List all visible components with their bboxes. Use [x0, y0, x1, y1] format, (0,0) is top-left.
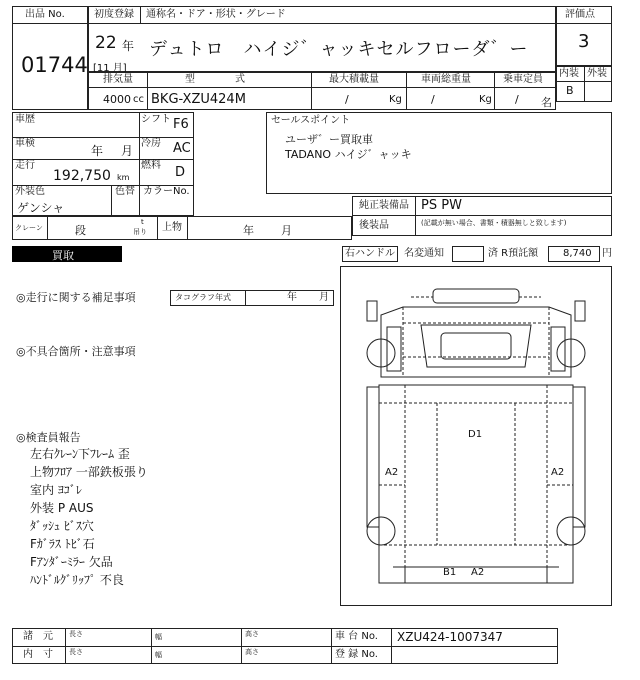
capacity-label: 乗車定員 — [503, 74, 543, 85]
max-load-unit: Kg — [389, 94, 402, 105]
mileage-value: 192,750 — [53, 168, 111, 184]
type-label: 型 式 — [185, 74, 245, 85]
damage-mark-a2-right: A2 — [551, 467, 565, 478]
interior-exterior-box — [556, 66, 612, 102]
grade-label: 評価点 — [565, 9, 595, 20]
width-label: 幅 — [155, 633, 162, 641]
recycle-unit: 円 — [602, 248, 612, 259]
damage-mark-a2-left: A2 — [385, 467, 399, 478]
capacity-value: / — [515, 93, 519, 106]
upper-body-label: 上物 — [162, 222, 182, 233]
crane-row — [12, 216, 352, 240]
model-header-box — [88, 6, 556, 72]
lot-number-label: 出品 No. — [25, 9, 65, 20]
inspector-line: Fｱﾝﾀﾞｰﾐﾗｰ 欠品 — [30, 555, 113, 569]
first-registration-label: 初度登録 — [94, 9, 134, 20]
lot-number: 01744 — [21, 53, 88, 77]
interior-grade-value: B — [566, 84, 574, 97]
ac-value: AC — [173, 141, 191, 156]
car-name: デュトロ ハイジ゛ャッキセルフローダ゛ー — [149, 39, 529, 60]
name-change-box — [452, 246, 484, 262]
tachograph-label: タコグラフ年式 — [175, 293, 231, 302]
damage-mark-d1: D1 — [468, 429, 483, 440]
lot-number-box — [12, 6, 88, 110]
footer-table — [12, 628, 558, 664]
capacity-unit: 名 — [541, 96, 552, 109]
displacement-value: 4000 — [103, 93, 131, 106]
equipment-label: 純正装備品 — [359, 200, 409, 211]
body-color-label: 外装色 — [15, 186, 45, 197]
purchase-banner — [12, 246, 122, 262]
max-load-label: 最大積載量 — [329, 74, 379, 85]
inspector-line: 外装 P AUS — [30, 501, 94, 515]
max-load-value: / — [345, 93, 349, 106]
mileage-label: 走行 — [15, 160, 35, 171]
inspector-line: 上物ﾌﾛｱ 一部鉄板張り — [30, 465, 148, 479]
width-label-2: 幅 — [155, 651, 162, 659]
steering-label: 右ハンドル — [345, 248, 395, 259]
inspector-line: 左右ｸﾚｰﾝ下ﾌﾚｰﾑ 歪 — [30, 447, 130, 461]
inspection-label: 車検 — [15, 138, 35, 149]
name-change-label: 名変通知 — [404, 248, 444, 259]
length-label: 長さ — [69, 630, 83, 638]
inspector-line: ﾊﾝﾄﾞﾙｸﾞﾘｯﾌﾟ 不良 — [30, 573, 124, 587]
damage-mark-a2-rear: A2 — [471, 567, 485, 578]
sales-point-2: TADANO ハイジ゛ャッキ — [285, 148, 412, 161]
shift-label: シフト — [141, 114, 171, 125]
sales-point-box — [266, 112, 612, 194]
interior-dimensions-label: 内 寸 — [23, 649, 53, 660]
height-label-2: 高さ — [245, 648, 259, 656]
gross-weight-unit: Kg — [479, 94, 492, 105]
mileage-unit: km — [117, 173, 130, 182]
height-label: 高さ — [245, 630, 259, 638]
model-name-label: 通称名・ドア・形状・グレード — [146, 9, 286, 20]
aftermarket-label: 後装品 — [359, 220, 389, 231]
steering-box — [342, 246, 398, 262]
upper-body-month: 月 — [281, 224, 292, 237]
sales-point-1: ユーザ゛ー買取車 — [285, 133, 373, 146]
inspector-line: ﾀﾞｯｼｭ ﾋﾞｽ穴 — [30, 519, 94, 533]
chassis-number: XZU424-1007347 — [397, 630, 503, 644]
crane-hook-label: 吊り — [133, 228, 147, 236]
inspection-year: 年 — [91, 144, 104, 158]
driving-notes-label: ◎走行に関する補足事項 — [16, 291, 136, 304]
grade-box — [556, 6, 612, 66]
color-number-label: カラーNo. — [143, 186, 190, 197]
equipment-box — [352, 196, 612, 236]
crane-ton-unit: t — [141, 218, 144, 226]
recycle-box — [548, 246, 600, 262]
tachograph-year: 年 — [287, 292, 297, 303]
shift-value: F6 — [173, 117, 189, 132]
history-label: 車歴 — [15, 114, 35, 125]
displacement-unit: cc — [133, 94, 144, 105]
color-change-label: 色替 — [115, 186, 135, 197]
gross-weight-label: 車両総重量 — [421, 74, 471, 85]
chassis-label: 車 台 No. — [335, 631, 378, 642]
registration-label: 登 録 No. — [335, 649, 378, 660]
details-left — [12, 112, 194, 216]
recycle-value: 8,740 — [563, 248, 592, 259]
inspector-line: Fｶﾞﾗｽ ﾄﾋﾞ石 — [30, 537, 95, 551]
registration-year-unit: 年 — [122, 39, 135, 53]
crane-stage-unit: 段 — [75, 224, 86, 237]
damage-mark-b1: B1 — [443, 567, 457, 578]
aftermarket-note: (記載が無い場合、書類・積器無しと致します) — [421, 219, 567, 227]
condition-diagram — [340, 266, 612, 606]
crane-label: クレーン — [15, 224, 43, 232]
spec-row — [88, 72, 556, 110]
registration-month: [11 月] — [93, 63, 127, 74]
inspector-line: 室内 ﾖｺﾞﾚ — [30, 483, 82, 497]
type-value: BKG-XZU424M — [151, 92, 246, 107]
gross-weight-value: / — [431, 93, 435, 106]
equipment-value: PS PW — [421, 198, 462, 213]
displacement-label: 排気量 — [103, 74, 133, 85]
recycle-label: 済 R預託額 — [488, 248, 539, 259]
tachograph-box — [170, 290, 334, 306]
defects-label: ◎不具合箇所・注意事項 — [16, 345, 136, 358]
grade-value: 3 — [578, 31, 590, 52]
dimensions-label: 諸 元 — [23, 631, 53, 642]
sales-point-label: セールスポイント — [271, 115, 351, 126]
fuel-label: 燃料 — [141, 160, 161, 171]
registration-year: 22 — [95, 33, 117, 53]
inspection-month: 月 — [121, 144, 134, 158]
purchase-label: 買取 — [52, 249, 74, 262]
tachograph-month: 月 — [319, 292, 329, 303]
ac-label: 冷房 — [141, 138, 161, 149]
length-label-2: 長さ — [69, 648, 83, 656]
body-color-value: ゲンシャ — [17, 201, 65, 215]
inspector-report-label: ◎検査員報告 — [16, 431, 81, 444]
fuel-value: D — [175, 165, 186, 180]
exterior-grade-label: 外装 — [587, 68, 607, 79]
interior-grade-label: 内装 — [559, 68, 579, 79]
upper-body-year: 年 — [243, 224, 254, 237]
